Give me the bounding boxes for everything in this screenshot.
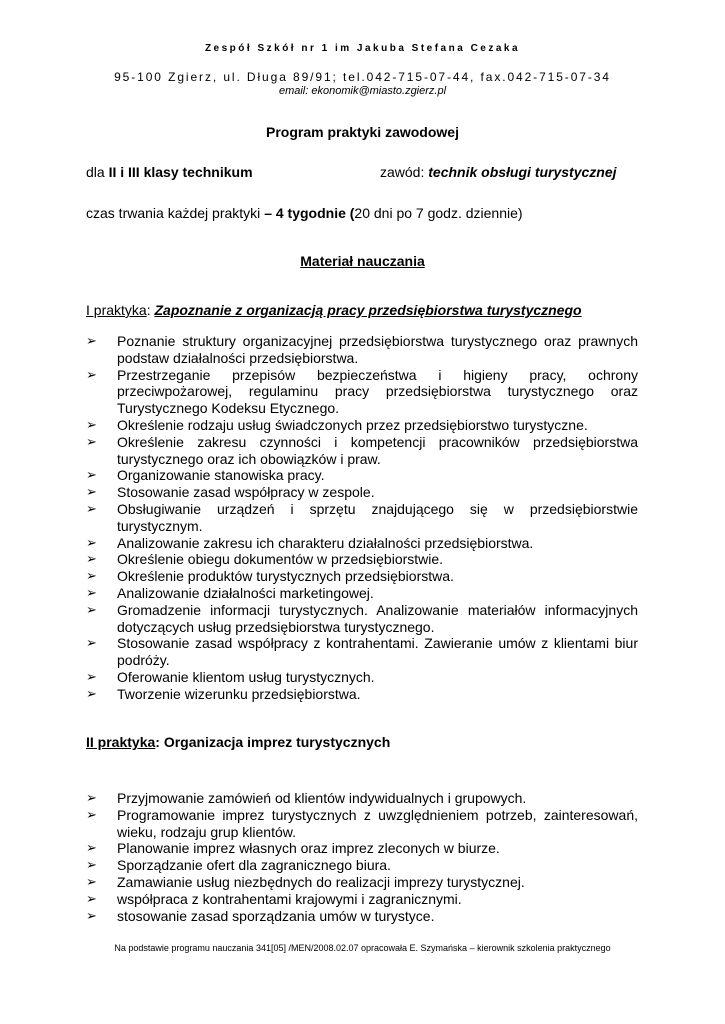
- profession-label: zawód:: [380, 164, 429, 180]
- practice1-item-text: Określenie obiegu dokumentów w przedsiębiorstwie.: [117, 551, 444, 568]
- duration-suffix: 20 dni po 7 godz. dziennie): [354, 205, 523, 221]
- arrow-bullet-icon: ➢: [86, 366, 97, 382]
- practice1-list-item: [86, 602, 638, 636]
- school-email: email: ekonomik@miasto.zgierz.pl: [278, 85, 447, 97]
- duration-line: [86, 205, 523, 221]
- practice1-item-text: Stosowanie zasad współpracy w zespole.: [117, 484, 375, 501]
- practice1-item-text: Organizowanie stanowiska pracy.: [117, 467, 325, 484]
- arrow-bullet-icon: ➢: [86, 806, 97, 822]
- practice1-list-item: [86, 484, 638, 501]
- practice2-item-text: Zamawianie usług niezbędnych do realizacji imprezy turystycznej.: [117, 873, 525, 890]
- practice1-list: [86, 333, 638, 703]
- classes-value: II i III klasy technikum: [108, 164, 253, 180]
- practice2-item-text: Planowanie imprez własnych oraz imprez zleconych w biurze.: [117, 840, 500, 857]
- arrow-bullet-icon: ➢: [86, 857, 97, 873]
- practice1-list-item: [86, 467, 638, 484]
- practice1-list-item: [86, 417, 638, 434]
- classes-prefix: dla: [86, 164, 109, 180]
- practice1-item-text: Stosowanie zasad współpracy z kontrahentami. Zawieranie umów z klientami biur podróży.: [117, 635, 638, 669]
- practice2-title: Organizacja imprez turystycznych: [163, 734, 391, 750]
- practice2-list: [86, 790, 638, 924]
- practice1-list-item: [86, 333, 638, 367]
- arrow-bullet-icon: ➢: [86, 534, 97, 550]
- practice2-list-item: [86, 790, 638, 807]
- practice1-list-item: [86, 568, 638, 585]
- practice2-list-item: [86, 840, 638, 857]
- school-address: 95-100 Zgierz, ul. Długa 89/91; tel.042-715-07-44, fax.042-715-07-34: [114, 70, 611, 84]
- practice1-list-item: [86, 501, 638, 535]
- arrow-bullet-icon: ➢: [86, 568, 97, 584]
- footer-note: Na podstawie programu nauczania 341[05] /MEN/2008.02.07 opracowała E. Szymańska – kierownik szkolenia praktycznego: [114, 943, 611, 953]
- practice2-item-text: Przyjmowanie zamówień od klientów indywidualnych i grupowych.: [117, 790, 527, 806]
- practice1-item-text: Analizowanie działalności marketingowej.: [117, 584, 374, 601]
- arrow-bullet-icon: ➢: [86, 840, 97, 856]
- document-title: Program praktyki zawodowej: [266, 124, 459, 140]
- arrow-bullet-icon: ➢: [86, 551, 97, 567]
- arrow-bullet-icon: ➢: [86, 635, 97, 651]
- practice1-item-text: Analizowanie zakresu ich charakteru działalności przedsiębiorstwa.: [117, 534, 534, 551]
- practice1-list-item: [86, 585, 638, 602]
- practice2-list-item: [86, 807, 638, 841]
- arrow-bullet-icon: ➢: [86, 790, 97, 805]
- practice1-item-text: Obsługiwanie urządzeń i sprzętu znajdującego się w przedsiębiorstwie turystycznym.: [117, 500, 638, 534]
- practice2-heading: [86, 734, 390, 750]
- arrow-bullet-icon: ➢: [86, 484, 97, 500]
- school-name: Zespół Szkół nr 1 im Jakuba Stefana Cezaka: [204, 43, 521, 54]
- practice2-item-text: Sporządzanie ofert dla zagranicznego biura.: [117, 857, 391, 874]
- arrow-bullet-icon: ➢: [86, 500, 97, 516]
- duration-prefix: czas trwania każdej praktyki: [86, 205, 265, 221]
- practice2-list-item: [86, 874, 638, 891]
- practice1-item-text: Oferowanie klientom usług turystycznych.: [117, 668, 375, 685]
- arrow-bullet-icon: ➢: [86, 668, 97, 684]
- arrow-bullet-icon: ➢: [86, 584, 97, 600]
- practice1-heading: [86, 302, 582, 318]
- arrow-bullet-icon: ➢: [86, 467, 97, 483]
- profession-line: [380, 164, 617, 180]
- practice2-label: II praktyka: [86, 734, 156, 750]
- arrow-bullet-icon: ➢: [86, 333, 97, 348]
- practice1-colon: :: [146, 302, 155, 318]
- practice1-list-item: [86, 686, 638, 703]
- arrow-bullet-icon: ➢: [86, 907, 97, 923]
- practice1-list-item: [86, 635, 638, 669]
- practice1-item-text: Określenie zakresu czynności i kompetencji pracowników przedsiębiorstwa turystycznego oraz ich obowiązków i praw.: [117, 433, 638, 467]
- practice1-list-item: [86, 551, 638, 568]
- profession-value: technik obsługi turystycznej: [428, 164, 617, 180]
- arrow-bullet-icon: ➢: [86, 601, 97, 617]
- practice2-colon: :: [155, 734, 164, 750]
- section-title: Materiał nauczania: [300, 253, 425, 269]
- practice1-title: Zapoznanie z organizacją pracy przedsiębiorstwa turystycznego: [154, 302, 582, 318]
- duration-bold: – 4 tygodnie (: [264, 205, 355, 221]
- practice2-list-item: [86, 908, 638, 925]
- practice1-item-text: Tworzenie wizerunku przedsiębiorstwa.: [117, 685, 361, 702]
- practice1-label: I praktyka: [86, 302, 147, 318]
- arrow-bullet-icon: ➢: [86, 685, 97, 701]
- practice1-item-text: Poznanie struktury organizacyjnej przedsiębiorstwa turystycznego oraz prawnych podstaw działalności przedsiębiorstwa.: [117, 333, 638, 366]
- practice1-item-text: Określenie produktów turystycznych przedsiębiorstwa.: [117, 568, 454, 585]
- practice1-item-text: Przestrzeganie przepisów bezpieczeństwa i higieny pracy, ochrony przeciwpożarowej, regulaminu pracy przedsiębiorstwa turystycznego oraz Turystycznego Kodeksu Etycznego.: [117, 366, 638, 417]
- arrow-bullet-icon: ➢: [86, 890, 97, 906]
- practice1-list-item: [86, 367, 638, 417]
- practice2-item-text: stosowanie zasad sporządzania umów w turystyce.: [117, 907, 435, 924]
- arrow-bullet-icon: ➢: [86, 433, 97, 449]
- practice2-list-item: [86, 891, 638, 908]
- practice2-item-text: Programowanie imprez turystycznych z uwzględnieniem potrzeb, zainteresowań, wieku, rodzaju grup klientów.: [117, 806, 638, 840]
- arrow-bullet-icon: ➢: [86, 873, 97, 889]
- practice1-list-item: [86, 535, 638, 552]
- practice2-item-text: współpraca z kontrahentami krajowymi i zagranicznymi.: [117, 890, 462, 907]
- arrow-bullet-icon: ➢: [86, 416, 97, 432]
- practice1-item-text: Określenie rodzaju usług świadczonych przez przedsiębiorstwo turystyczne.: [117, 416, 588, 433]
- practice1-list-item: [86, 434, 638, 468]
- classes-line: [86, 164, 253, 180]
- practice1-item-text: Gromadzenie informacji turystycznych. Analizowanie materiałów informacyjnych dotyczących usług przedsiębiorstwa turystycznego.: [117, 601, 638, 635]
- practice1-list-item: [86, 669, 638, 686]
- practice2-list-item: [86, 857, 638, 874]
